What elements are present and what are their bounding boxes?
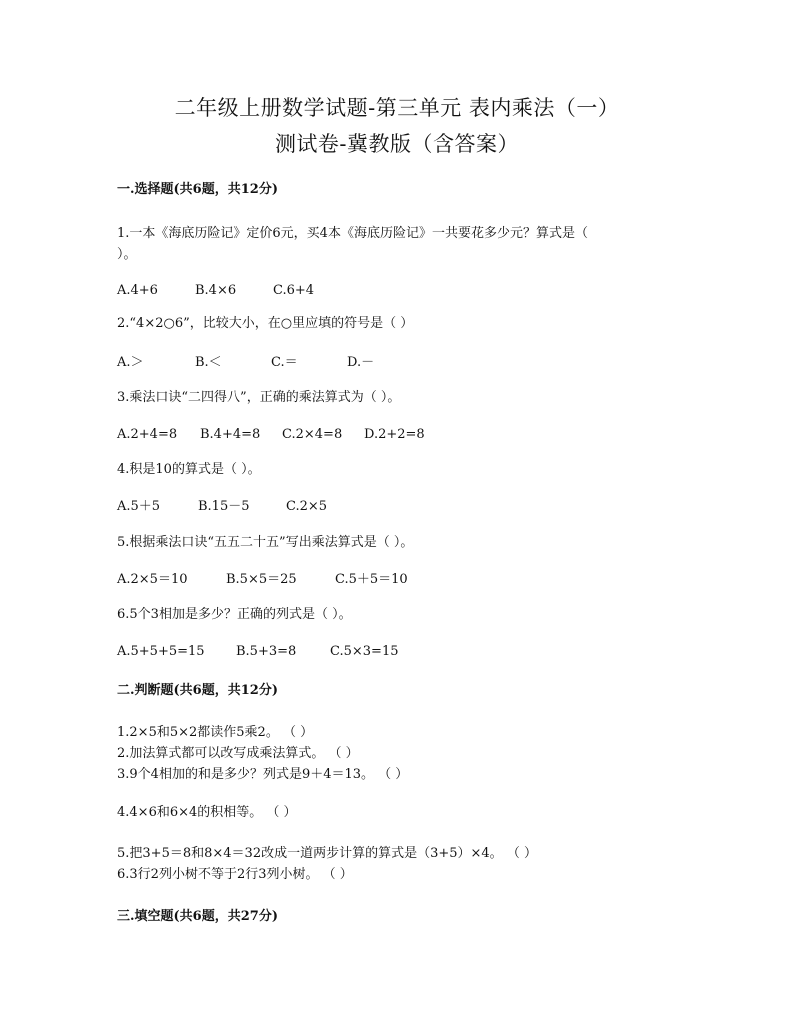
question-stem: 6.5个3相加是多少？正确的列式是（ ）。 (117, 607, 352, 622)
judgement-item: 6.3行2列小树不等于2行3列小树。 （ ） (117, 867, 353, 882)
option-d: D.2+2=8 (364, 427, 425, 442)
option-a: A.5+5+5=15 (117, 644, 205, 659)
option-a: A.5＋5 (117, 499, 161, 514)
judgement-item: 2.加法算式都可以改写成乘法算式。 （ ） (117, 746, 359, 761)
judgement-item: 3.9个4相加的和是多少？列式是9＋4＝13。 （ ） (117, 767, 409, 782)
option-a: A.＞ (117, 355, 144, 370)
option-c: C.5＋5＝10 (335, 572, 408, 587)
question-stem: 2.“4×2○6”，比较大小，在○里应填的符号是（ ） (117, 316, 414, 331)
option-a: A.2×5＝10 (117, 572, 188, 587)
question-options (117, 426, 425, 444)
document-title-line-1: 二年级上册数学试题-第三单元 表内乘法（一） (174, 96, 620, 120)
judgement-item: 4.4×6和6×4的积相等。 （ ） (117, 805, 297, 820)
question-options (117, 571, 408, 589)
option-c: C.5×3=15 (330, 644, 399, 659)
option-b: B.＜ (195, 355, 222, 370)
option-c: C.6+4 (273, 283, 315, 298)
judgement-item: 1.2×5和5×2都读作5乘2。 （ ） (117, 725, 314, 740)
section-heading-judgement: 二.判断题(共6题，共12分) (117, 683, 278, 698)
question-stem: 3.乘法口诀“二四得八”，正确的乘法算式为（ ）。 (117, 390, 401, 405)
option-c: C.＝ (271, 355, 298, 370)
question-options (117, 643, 399, 661)
option-c: C.2×4=8 (282, 427, 343, 442)
option-d: D.－ (347, 355, 375, 370)
option-c: C.2×5 (286, 499, 328, 514)
question-stem: 1.一本《海底历险记》定价6元，买4本《海底历险记》一共要花多少元？算式是（ (117, 226, 588, 241)
option-b: B.4×6 (195, 283, 237, 298)
question-stem-continued: ）。 (117, 247, 137, 262)
judgement-item: 5.把3+5＝8和8×4＝32改成一道两步计算的算式是（3+5）×4。 （ ） (117, 846, 537, 861)
document-title-line-2: 测试卷-冀教版（含答案） (274, 132, 520, 156)
option-b: B.5+3=8 (236, 644, 297, 659)
option-b: B.4+4=8 (200, 427, 261, 442)
option-a: A.2+4=8 (117, 427, 178, 442)
option-a: A.4+6 (117, 283, 158, 298)
option-b: B.5×5＝25 (226, 572, 297, 587)
question-options (117, 498, 327, 516)
section-heading-choice: 一.选择题(共6题，共12分) (117, 182, 278, 197)
question-stem: 5.根据乘法口诀“五五二十五”写出乘法算式是（ ）。 (117, 535, 414, 550)
question-options (117, 354, 374, 372)
question-options (117, 282, 314, 300)
option-b: B.15－5 (198, 499, 250, 514)
question-stem: 4.积是10的算式是（ ）。 (117, 462, 261, 477)
section-heading-fill-in: 三.填空题(共6题，共27分) (117, 909, 278, 924)
